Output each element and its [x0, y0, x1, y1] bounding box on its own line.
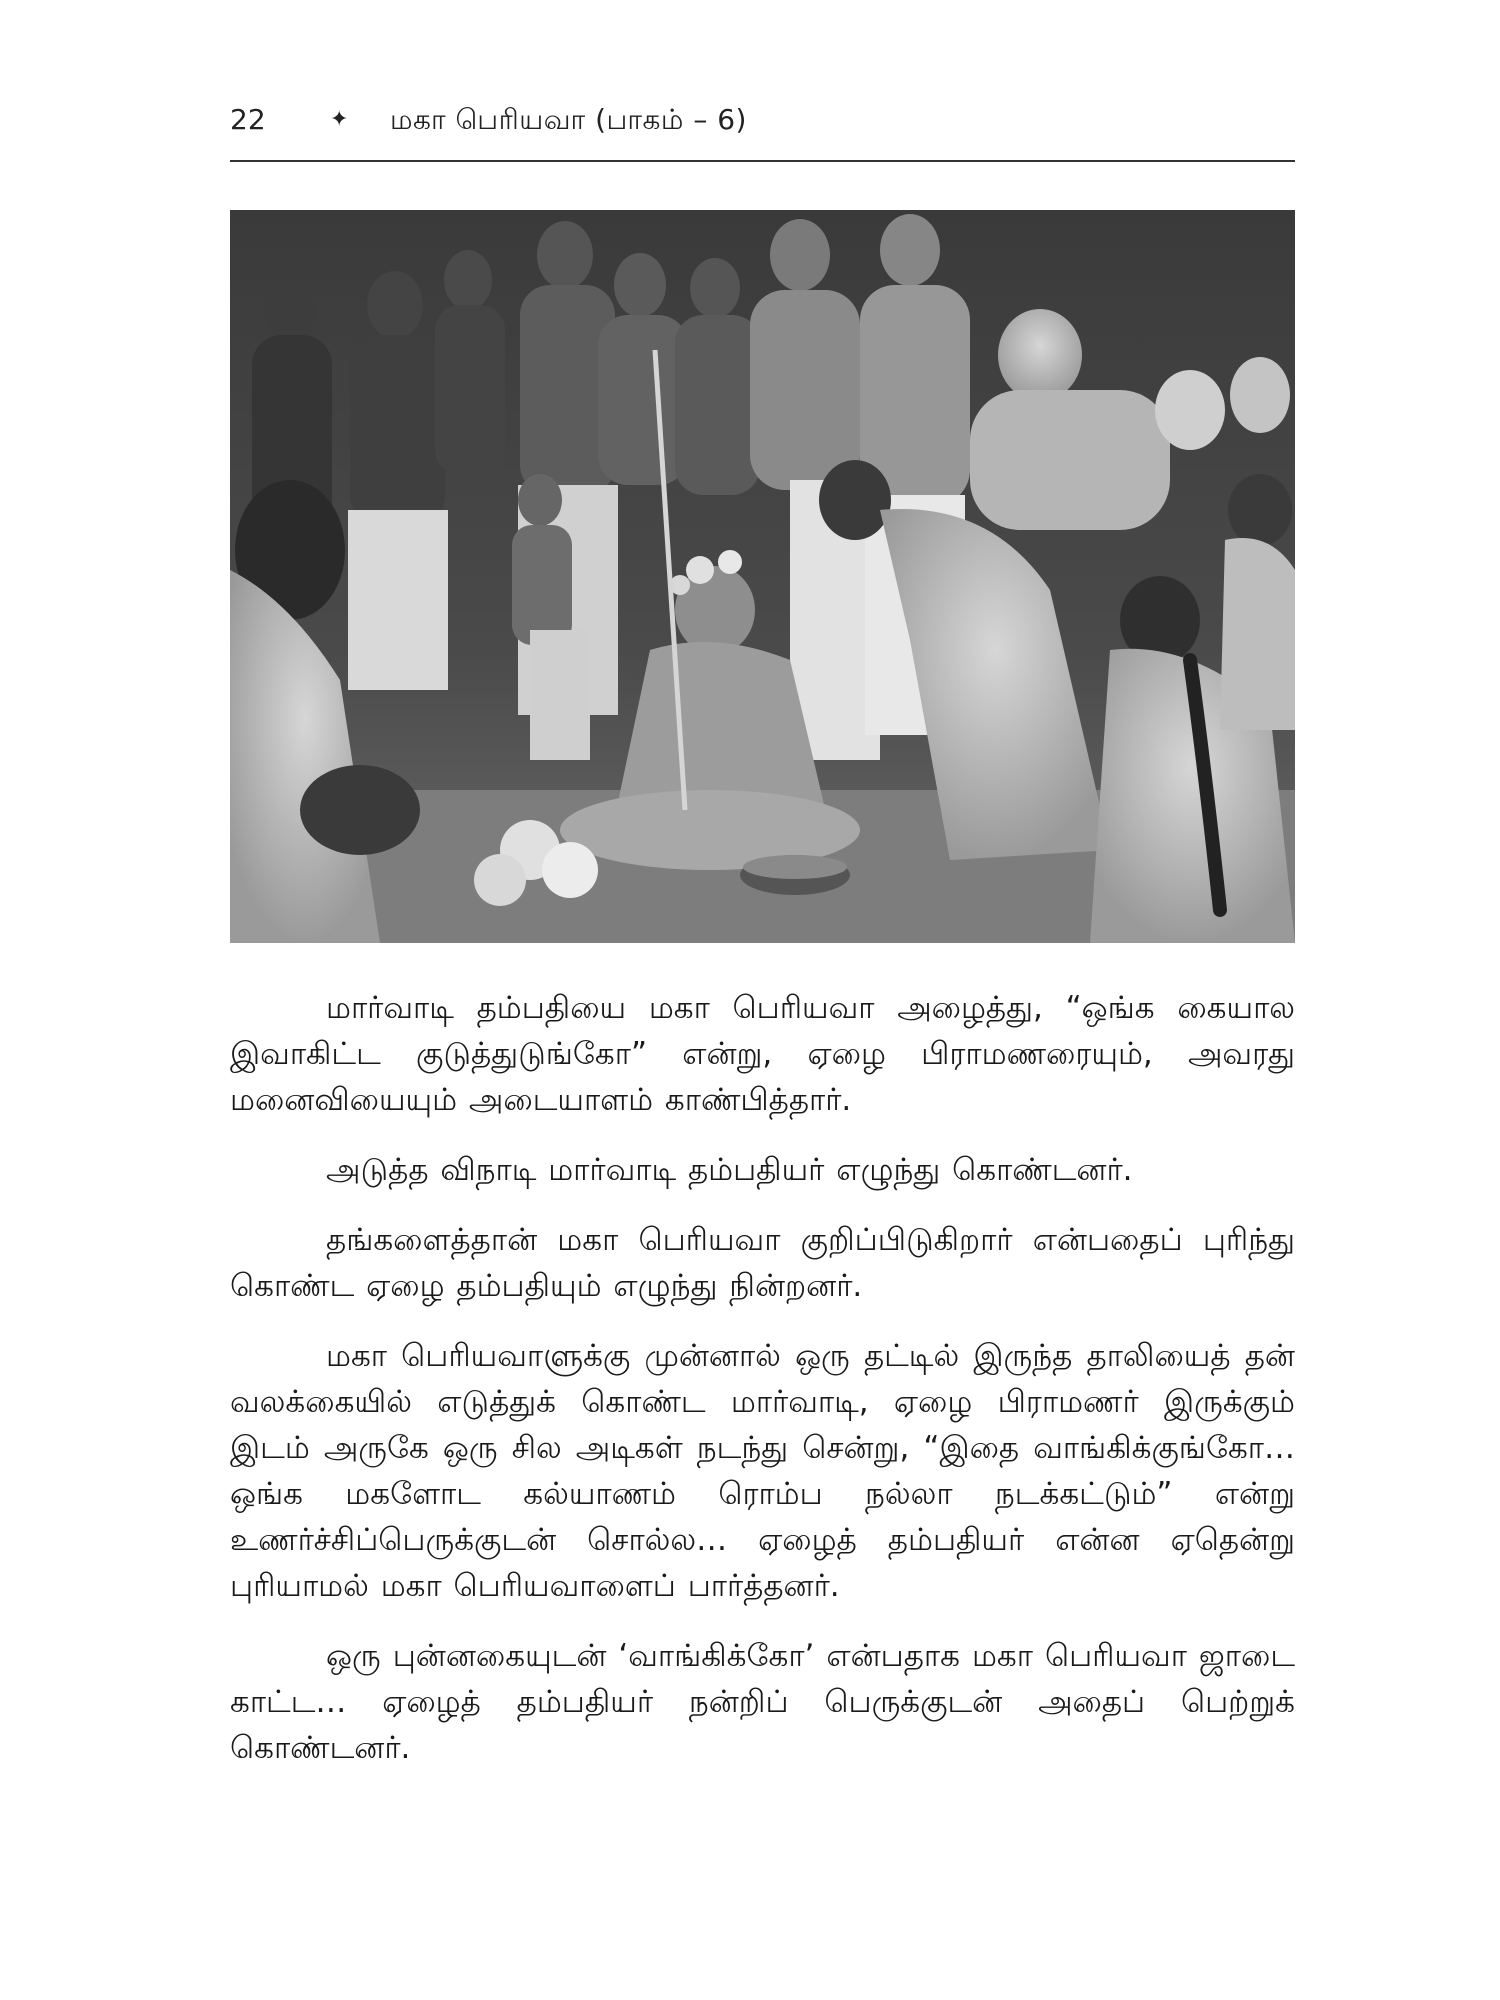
page-header — [230, 100, 1295, 140]
paragraph-1: மார்வாடி தம்பதியை மகா பெரியவா அழைத்து, “ஒங்க கையால இவாகிட்ட குடுத்துடுங்கோ” என்று, ஏழை பிராமணரையும், அவரது மனைவியையும் அடையாளம் காண்பித்தார். — [230, 990, 1295, 1118]
article-body — [230, 985, 1295, 1795]
page-number: 22 — [230, 103, 266, 136]
header-divider — [230, 160, 1295, 162]
header-ornament-icon: ✦ — [330, 107, 349, 132]
paragraph-4: மகா பெரியவாளுக்கு முன்னால் ஒரு தட்டில் இருந்த தாலியைத் தன் வலக்கையில் எடுத்துக் கொண்ட மார்வாடி, ஏழை பிராமணர் இருக்கும் இடம் அருகே ஒரு சில அடிகள் நடந்து சென்று, “இதை வாங்கிக்குங்கோ… ஒங்க மகளோட கல்யாணம் ரொம்ப நல்லா நடக்கட்டும்” என்று உணர்ச்சிப்பெருக்குடன் சொல்ல… ஏழைத் தம்பதியர் என்ன ஏதென்று புரியாமல் மகா பெரியவாளைப் பார்த்தனர். — [230, 1338, 1295, 1604]
photo-illustration — [230, 210, 1295, 943]
black-and-white-photograph — [230, 210, 1295, 943]
paragraph-5: ஒரு புன்னகையுடன் ‘வாங்கிக்கோ’ என்பதாக மகா பெரியவா ஜாடை காட்ட… ஏழைத் தம்பதியர் நன்றிப் பெருக்குடன் அதைப் பெற்றுக் கொண்டனர். — [230, 1638, 1295, 1766]
running-title: மகா பெரியவா (பாகம் – 6) — [390, 103, 747, 136]
paragraph-2: அடுத்த விநாடி மார்வாடி தம்பதியர் எழுந்து கொண்டனர். — [326, 1152, 1133, 1188]
paragraph-3: தங்களைத்தான் மகா பெரியவா குறிப்பிடுகிறார் என்பதைப் புரிந்து கொண்ட ஏழை தம்பதியும் எழுந்து நின்றனர். — [230, 1222, 1295, 1304]
